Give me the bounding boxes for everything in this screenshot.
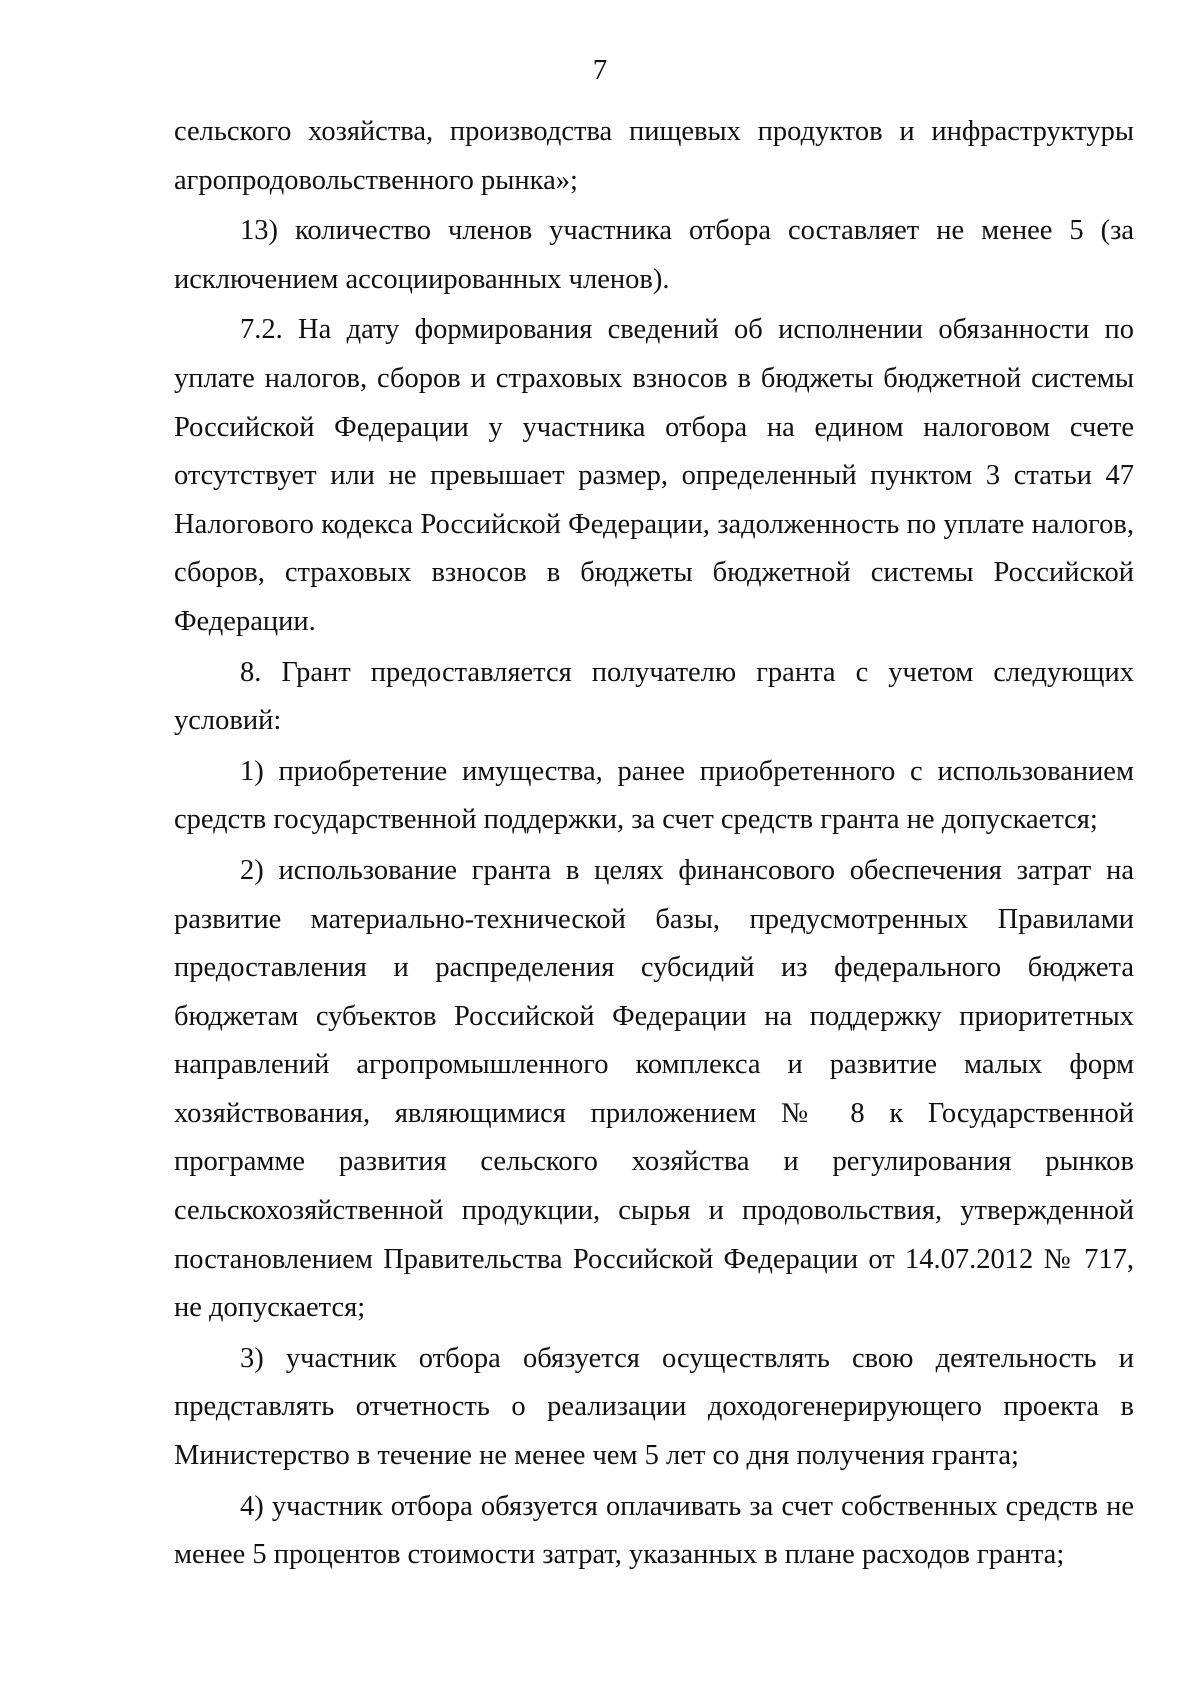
paragraph-condition-2: 2) использование гранта в целях финансового обеспечения затрат на развитие материально-технической базы, предусмотренных Правилами предоставления и распределения субсидий из федерального бюджета бюджетам субъектов Российской Федерации на поддержку приоритетных направлений агропромышленного комплекса и развитие малых форм хозяйствования, являющимися приложением № 8 к Государственной программе развития сельского хозяйства и регулирования рынков сельскохозяйственной продукции, сырья и продовольствия, утвержденной постановлением Правительства Российской Федерации от 14.07.2012 № 717, не допускается; — [174, 854, 1134, 1324]
paragraph-condition-1: 1) приобретение имущества, ранее приобретенного с использованием средств государственной поддержки, за счет средств гранта не допускается; — [174, 755, 1134, 836]
paragraph-8: 8. Грант предоставляется получателю гранта с учетом следующих условий: — [174, 656, 1134, 737]
page-number: 7 — [592, 54, 608, 86]
paragraph-condition-4: 4) участник отбора обязуется оплачивать за счет собственных средств не менее 5 процентов стоимости затрат, указанных в плане расходов гранта; — [174, 1490, 1134, 1571]
paragraph-item-13: 13) количество членов участника отбора составляет не менее 5 (за исключением ассоциированных членов). — [174, 215, 1134, 295]
paragraph-continuation: сельского хозяйства, производства пищевых продуктов и инфраструктуры агропродовольственного рынка»; — [174, 116, 1134, 196]
paragraph-7-2: 7.2. На дату формирования сведений об исполнении обязанности по уплате налогов, сборов и страховых взносов в бюджеты бюджетной системы Российской Федерации у участника отбора на едином налоговом счете отсутствует или не превышает размер, определенный пунктом 3 статьи 47 Налогового кодекса Российской Федерации, задолженность по уплате налогов, сборов, страховых взносов в бюджеты бюджетной системы Российской Федерации. — [174, 314, 1134, 637]
paragraph-condition-3: 3) участник отбора обязуется осуществлять свою деятельность и представлять отчетность о реализации доходогенерирующего проекта в Министерство в течение не менее чем 5 лет со дня получения гранта; — [174, 1342, 1134, 1472]
document-body — [174, 108, 1134, 1580]
